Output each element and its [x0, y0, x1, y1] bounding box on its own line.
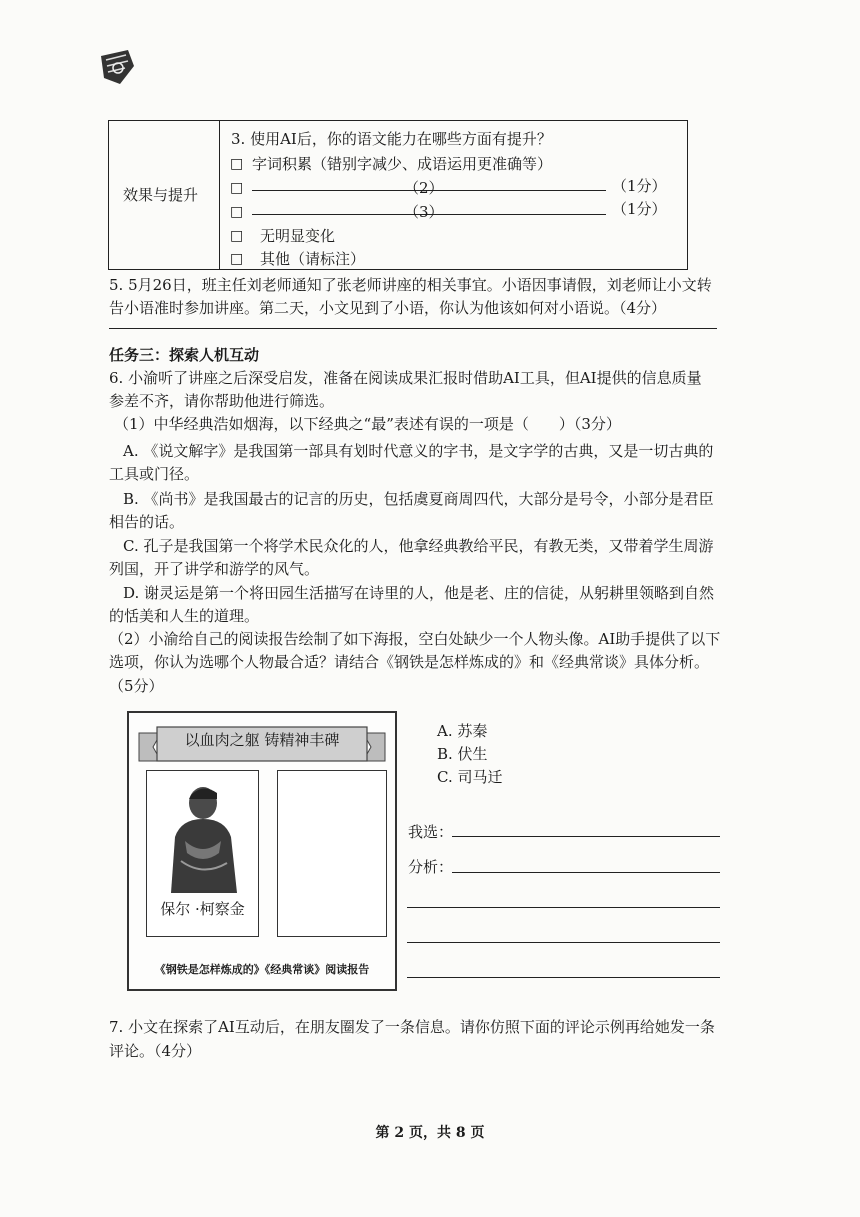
blank-marker-3: （3）	[404, 203, 444, 221]
reading-report-poster	[127, 711, 397, 991]
score-3: （1分）	[612, 200, 667, 218]
effect-table-label: 效果与提升	[123, 186, 199, 204]
school-logo-icon	[98, 48, 136, 86]
option-no-change: 无明显变化	[260, 227, 336, 245]
choose-answer-line[interactable]	[452, 836, 720, 837]
checkbox[interactable]: □	[230, 251, 244, 267]
page-footer: 第 2 页，共 8 页	[375, 1125, 485, 1141]
option-c-line-1: C. 孔子是我国第一个将学术民众化的人，他拿经典教给平民，有教无类，又带着学生周游	[123, 537, 714, 555]
option-d-line-2: 的恬美和人生的道理。	[109, 607, 260, 625]
q6-line-1: 6. 小渝听了讲座之后深受启发，准备在阅读成果汇报时借助AI工具，但AI提供的信息质量	[109, 369, 702, 387]
analysis-answer-line[interactable]	[407, 907, 720, 908]
option-a-line-2: 工具或门径。	[109, 465, 200, 483]
choice-c: C. 司马迁	[437, 768, 503, 786]
score-2: （1分）	[612, 177, 667, 195]
option-a-line-1: A. 《说文解字》是我国第一部具有划时代意义的字书，是文字学的古典，又是一切古典的	[123, 442, 714, 460]
q5-line-2: 告小语准时参加讲座。第二天，小文见到了小语，你认为他该如何对小语说。（4分）	[109, 299, 667, 317]
q6-sub2-line-2: 选项，你认为选哪个人物最合适？请结合《钢铁是怎样炼成的》和《经典常谈》具体分析。	[109, 653, 710, 671]
choice-a: A. 苏秦	[437, 722, 488, 740]
portrait-name: 保尔 ·柯察金	[160, 900, 245, 918]
q6-sub2-line-1: （2）小渝给自己的阅读报告绘制了如下海报，空白处缺少一个人物头像。AI助手提供了以下	[109, 630, 721, 648]
portrait-frame	[146, 770, 259, 937]
option-d-line-1: D. 谢灵运是第一个将田园生活描写在诗里的人，他是老、庄的信徒，从躬耕里领略到自然	[123, 584, 715, 602]
blank-marker-2: （2）	[404, 179, 444, 197]
poster-caption: 《钢铁是怎样炼成的》《经典常谈》阅读报告	[154, 963, 370, 976]
q5-answer-line[interactable]	[109, 328, 717, 329]
q6-sub2-line-3: （5分）	[109, 677, 164, 695]
q6-sub1: （1）中华经典浩如烟海，以下经典之“最”表述有误的一项是（ ）（3分）	[114, 415, 621, 433]
option-vocabulary: 字词积累（错别字减少、成语运用更准确等）	[252, 155, 553, 173]
q6-line-2: 参差不齐，请你帮助他进行筛选。	[109, 392, 335, 410]
analysis-answer-line[interactable]	[407, 977, 720, 978]
effect-table-label-cell	[109, 121, 220, 269]
q7-line-2: 评论。（4分）	[109, 1042, 202, 1060]
choice-b: B. 伏生	[437, 745, 488, 763]
analysis-answer-line[interactable]	[452, 872, 720, 873]
pavel-portrait-icon	[161, 781, 245, 893]
checkbox[interactable]: □	[230, 204, 244, 220]
empty-portrait-frame[interactable]	[277, 770, 387, 937]
poster-banner-title: 以血肉之躯 铸精神丰碑	[184, 731, 340, 749]
analysis-label: 分析：	[408, 858, 454, 876]
checkbox[interactable]: □	[230, 156, 244, 172]
q7-line-1: 7. 小文在探索了AI互动后，在朋友圈发了一条信息。请你仿照下面的评论示例再给她发一条	[109, 1018, 715, 1036]
analysis-answer-line[interactable]	[407, 942, 720, 943]
checkbox[interactable]: □	[230, 228, 244, 244]
option-b-line-1: B. 《尚书》是我国最古的记言的历史，包括虞夏商周四代，大部分是号令，小部分是君臣	[123, 490, 714, 508]
option-other: 其他（请标注）	[260, 250, 366, 268]
option-b-line-2: 相告的话。	[109, 513, 185, 531]
choose-label: 我选：	[408, 823, 454, 841]
task3-title: 任务三：探索人机互动	[109, 346, 260, 364]
q5-line-1: 5. 5月26日，班主任刘老师通知了张老师讲座的相关事宜。小语因事请假，刘老师让小文转	[109, 276, 712, 294]
checkbox[interactable]: □	[230, 180, 244, 196]
q3-question: 3. 使用AI后，你的语文能力在哪些方面有提升？	[231, 130, 552, 148]
option-c-line-2: 列国，开了讲学和游学的风气。	[109, 560, 320, 578]
